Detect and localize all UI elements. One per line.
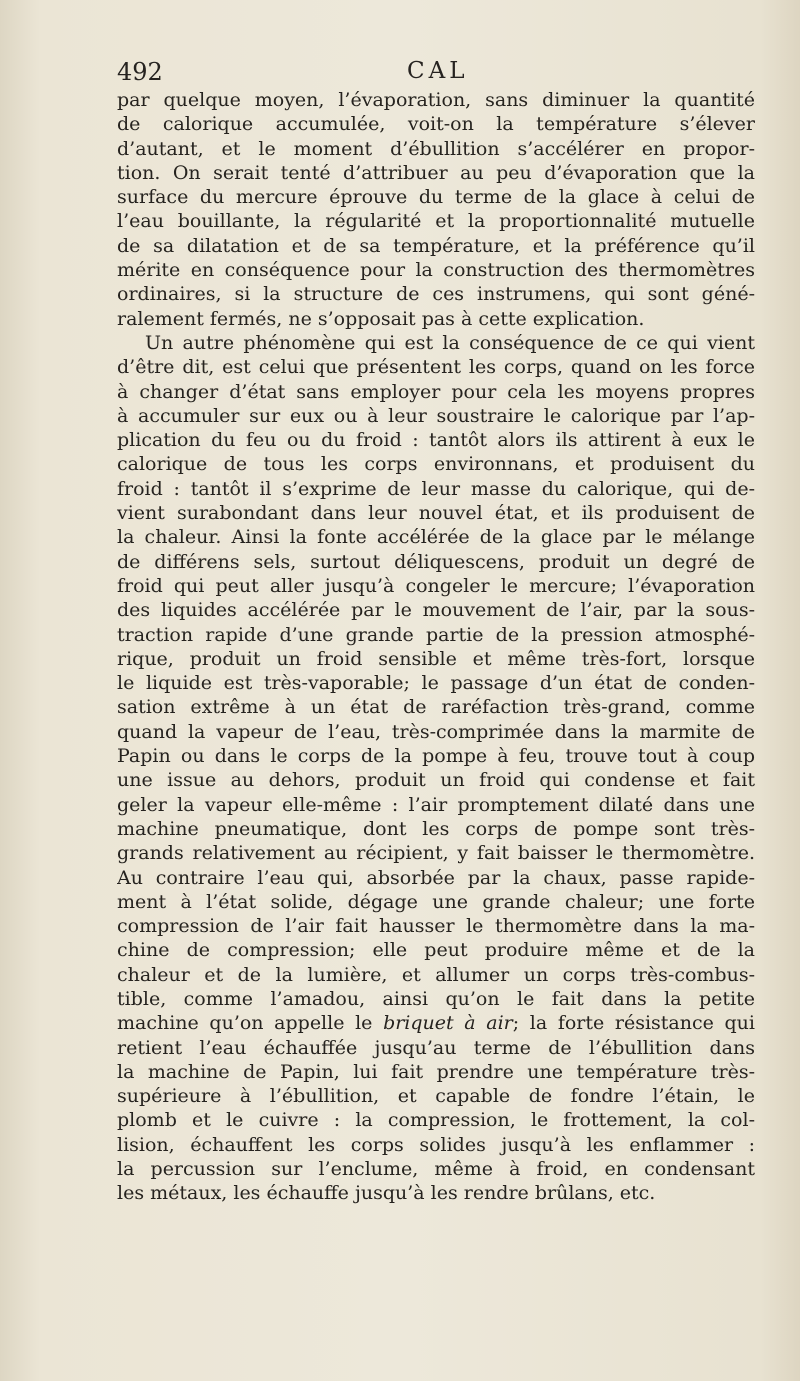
text-line: sation extrême à un état de raréfaction très-grand, comme [117, 696, 755, 719]
text-line: Au contraire l’eau qui, absorbée par la chaux, passe rapide- [117, 866, 755, 889]
text-line: mérite en conséquence pour la construction des thermomètres [117, 259, 755, 282]
text-line: geler la vapeur elle-même : l’air promptement dilaté dans une [117, 793, 755, 816]
text-segment: machine qu’on appelle le [117, 1012, 384, 1035]
text-line: vient surabondant dans leur nouvel état, et ils produisent de [117, 502, 755, 525]
text-line: tion. On serait tenté d’attribuer au peu d’évaporation que la [117, 161, 755, 184]
text-line: supérieure à l’ébullition, et capable de fondre l’étain, le [117, 1085, 755, 1108]
text-line: grands relativement au récipient, y fait baisser le thermomètre. [117, 842, 755, 865]
text-line: plomb et le cuivre : la compression, le frottement, la col- [117, 1109, 755, 1132]
text-line: l’eau bouillante, la régularité et la proportionnalité mutuelle [117, 210, 755, 233]
page-number: 492 [117, 58, 163, 86]
text-line: de calorique accumulée, voit-on la température s’élever [117, 113, 755, 136]
text-line: tible, comme l’amadou, ainsi qu’on le fait dans la petite [117, 987, 755, 1010]
text-line: Un autre phénomène qui est la conséquence de ce qui vient [145, 331, 755, 354]
text-line: lision, échauffent les corps solides jusqu’à les enflammer : [117, 1133, 755, 1156]
text-line: chaleur et de la lumière, et allumer un corps très-combus- [117, 963, 755, 986]
text-line: calorique de tous les corps environnans, et produisent du [117, 453, 755, 476]
text-line: par quelque moyen, l’évaporation, sans diminuer la quantité [117, 89, 755, 111]
text-line: compression de l’air fait hausser le thermomètre dans la ma- [117, 915, 755, 938]
text-line: des liquides accélérée par le mouvement de l’air, par la sous- [117, 599, 755, 622]
text-line: traction rapide d’une grande partie de la pression atmosphé- [117, 623, 755, 646]
text-line: chine de compression; elle peut produire même et de la [117, 939, 755, 962]
text-line: de sa dilatation et de sa température, et la préférence qu’il [117, 234, 755, 257]
text-line: retient l’eau échauffée jusqu’au terme de l’ébullition dans [117, 1036, 755, 1059]
text-line: la percussion sur l’enclume, même à froid, en condensant [117, 1158, 755, 1181]
running-head: CAL [407, 58, 469, 84]
text-line: la machine de Papin, lui fait prendre une température très- [117, 1060, 755, 1083]
text-line: surface du mercure éprouve du terme de la glace à celui de [117, 186, 755, 209]
text-line: froid qui peut aller jusqu’à congeler le mercure; l’évaporation [117, 574, 755, 597]
text-line: ralement fermés, ne s’opposait pas à cette explication. [117, 307, 645, 330]
text-line: Papin ou dans le corps de la pompe à feu, trouve tout à coup [117, 745, 755, 768]
text-line: de différens sels, surtout déliquescens, produit un degré de [117, 550, 755, 573]
text-line: ment à l’état solide, dégage une grande chaleur; une forte [117, 890, 755, 913]
text-line: d’être dit, est celui que présentent les corps, quand on les force [117, 356, 755, 379]
text-line: à accumuler sur eux ou à leur soustraire le calorique par l’ap- [117, 404, 755, 427]
italic-term: briquet à air [383, 1012, 513, 1035]
text-line: rique, produit un froid sensible et même très-fort, lorsque [117, 647, 755, 670]
text-line: le liquide est très-vaporable; le passage d’un état de conden- [117, 672, 755, 695]
page-header [117, 58, 753, 90]
text-line: la chaleur. Ainsi la fonte accélérée de la glace par le mélange [117, 526, 755, 549]
text-segment: ; la forte résistance qui [512, 1012, 755, 1035]
text-line: machine pneumatique, dont les corps de pompe sont très- [117, 817, 755, 840]
text-line: d’autant, et le moment d’ébullition s’accélérer en propor- [117, 137, 755, 160]
text-line: plication du feu ou du froid : tantôt alors ils attirent à eux le [117, 429, 755, 452]
text-line: à changer d’état sans employer pour cela les moyens propres [117, 380, 755, 403]
body-text [117, 88, 755, 1206]
text-line-with-italic [117, 1011, 755, 1035]
text-line: ordinaires, si la structure de ces instrumens, qui sont géné- [117, 283, 755, 306]
text-line: les métaux, les échauffe jusqu’à les rendre brûlans, etc. [117, 1182, 656, 1205]
text-line: une issue au dehors, produit un froid qui condense et fait [117, 769, 755, 792]
text-line: froid : tantôt il s’exprime de leur masse du calorique, qui de- [117, 477, 755, 500]
text-line: quand la vapeur de l’eau, très-comprimée dans la marmite de [117, 720, 755, 743]
